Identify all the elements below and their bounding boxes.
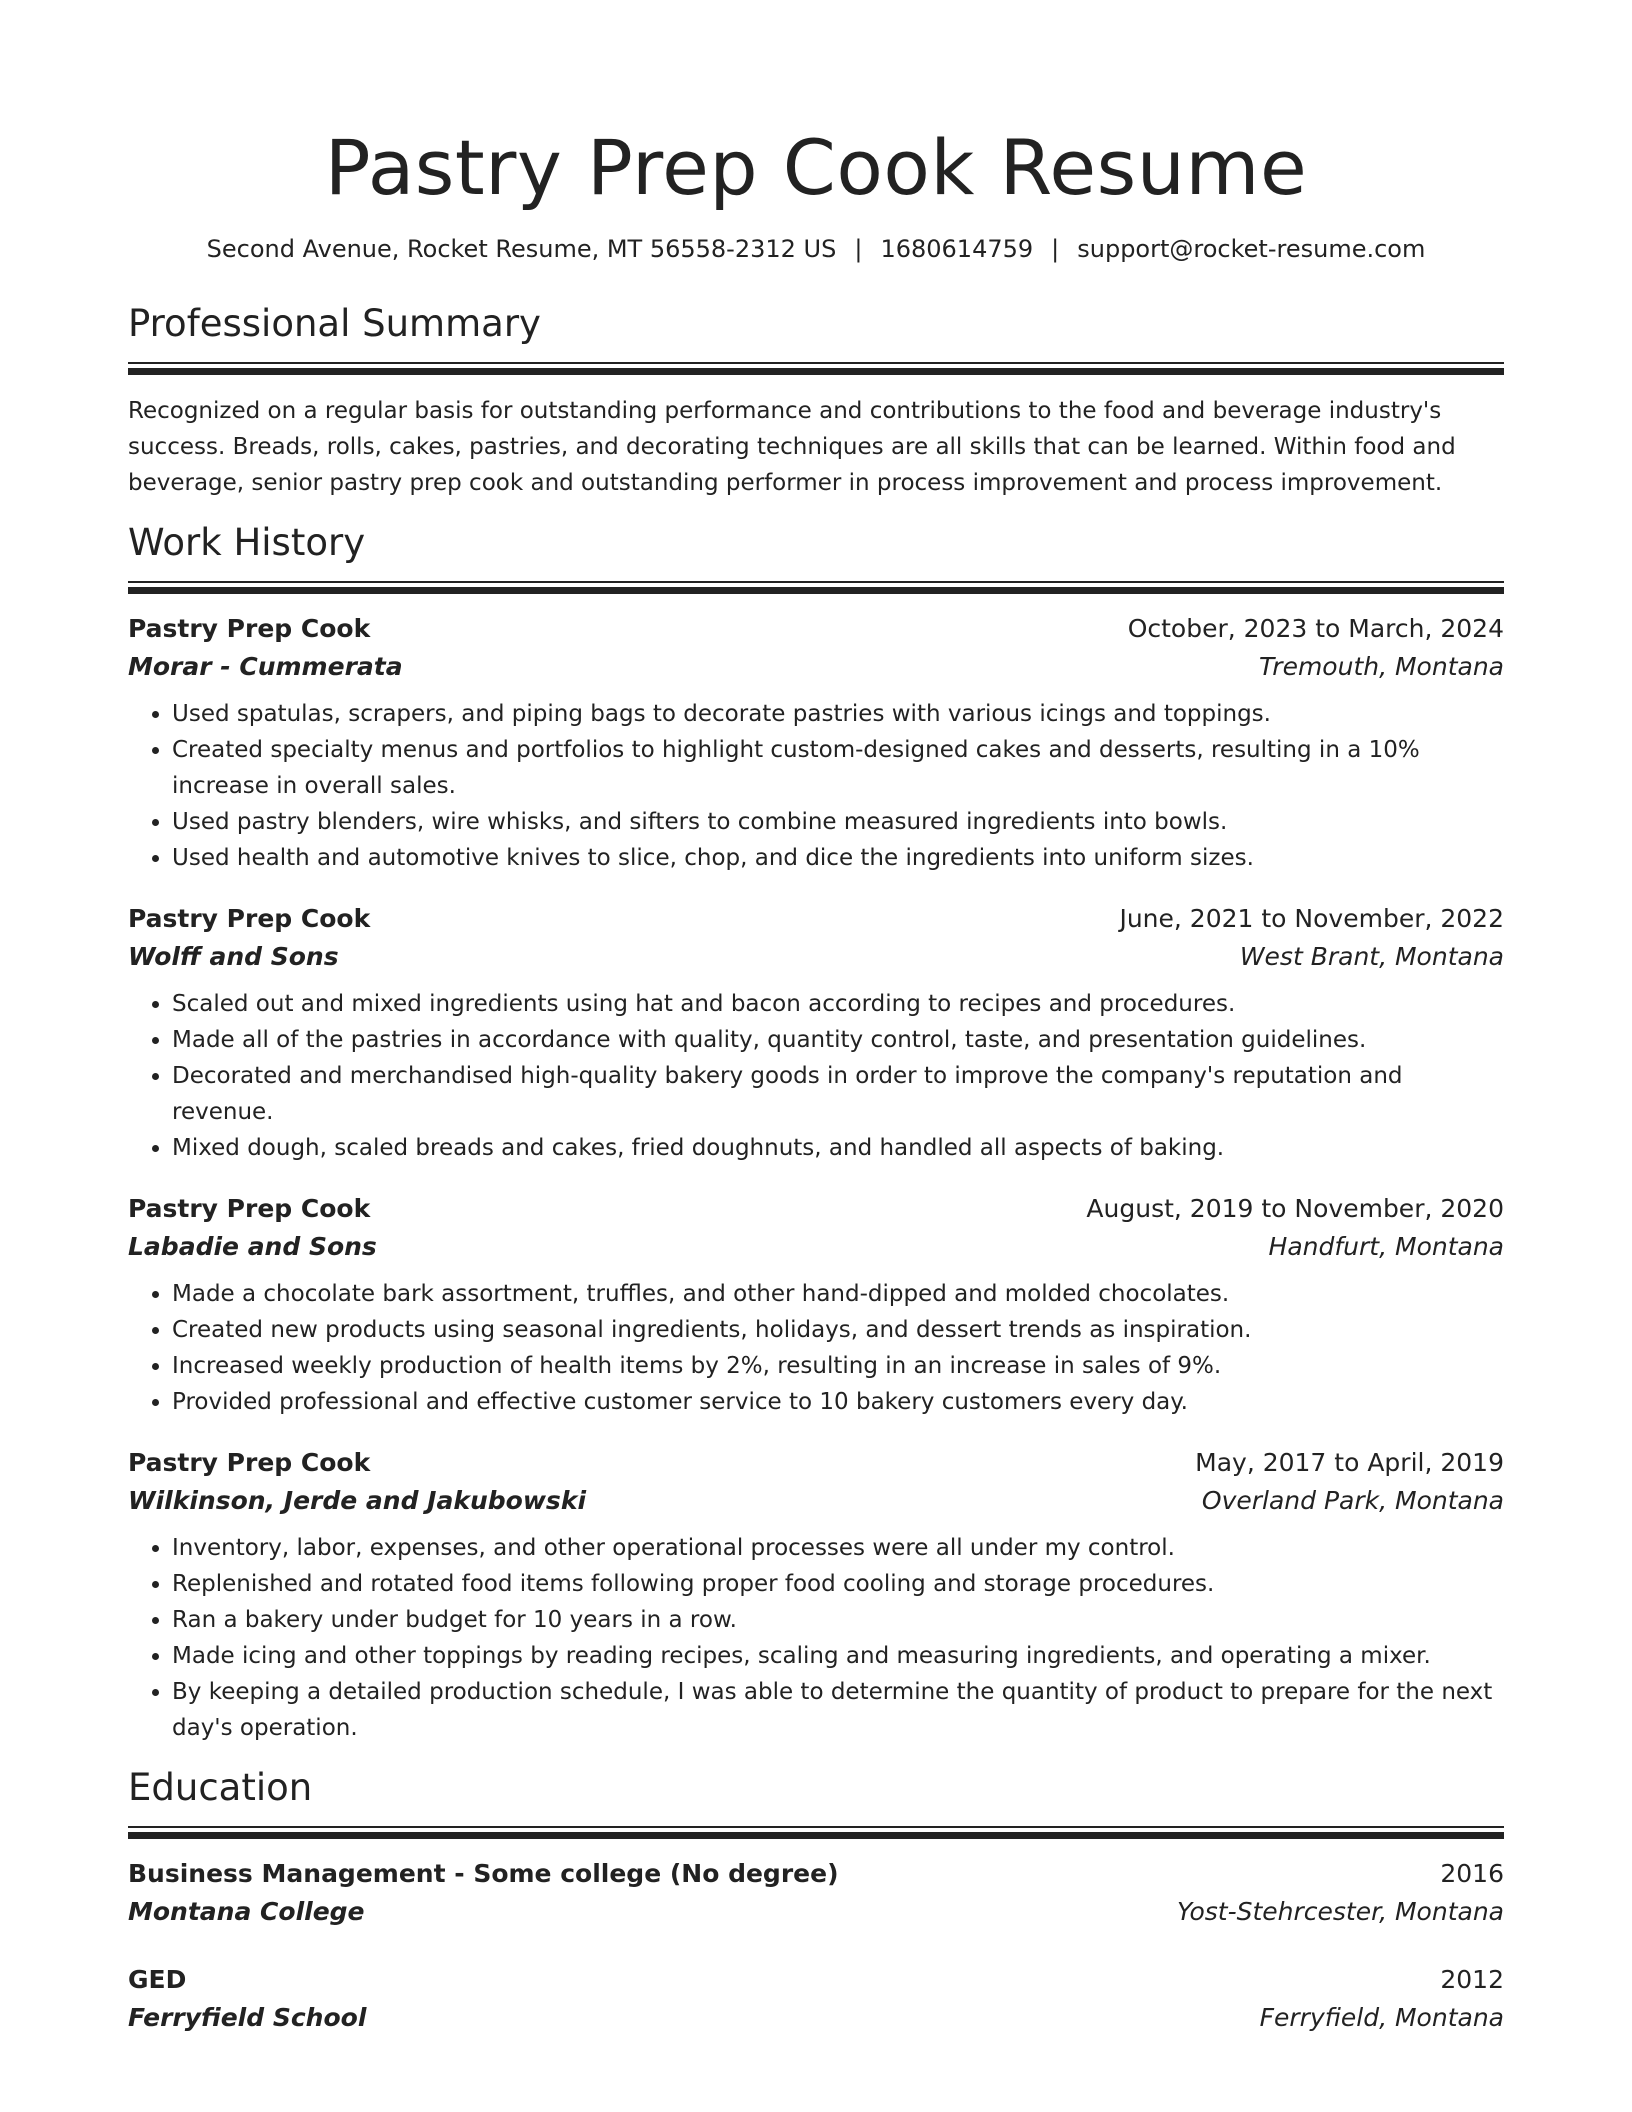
education-entry <box>128 1961 1504 2037</box>
job-dates: August, 2019 to November, 2020 <box>1086 1194 1504 1223</box>
job-bullet: • Used pastry blenders, wire whisks, and sifters to combine measured ingredients into bowls. <box>172 804 1504 840</box>
summary-section <box>128 300 1504 501</box>
job-bullet: • Increased weekly production of health items by 2%, resulting in an increase in sales of 9%. <box>172 1348 1504 1384</box>
section-divider <box>128 581 1504 594</box>
job-entry <box>128 900 1504 1166</box>
job-bullet: • Made all of the pastries in accordance with quality, quantity control, taste, and presentation guidelines. <box>172 1022 1504 1058</box>
work-history-section <box>128 519 1504 1746</box>
job-title: Pastry Prep Cook <box>128 904 371 933</box>
job-bullet: • Used spatulas, scrapers, and piping bags to decorate pastries with various icings and toppings. <box>172 696 1504 732</box>
job-bullet: • Used health and automotive knives to slice, chop, and dice the ingredients into uniform sizes. <box>172 840 1504 876</box>
job-bullet: • Replenished and rotated food items following proper food cooling and storage procedures. <box>172 1566 1504 1602</box>
resume-title: Pastry Prep Cook Resume <box>324 123 1308 212</box>
job-location: Overland Park, Montana <box>1201 1486 1504 1515</box>
job-dates: June, 2021 to November, 2022 <box>1119 904 1504 933</box>
education-school: Ferryfield School <box>128 2003 367 2032</box>
education-subheader <box>128 1893 1504 1931</box>
section-divider <box>128 1826 1504 1839</box>
email-link[interactable]: support@rocket-resume.com <box>1077 235 1426 263</box>
contact-separator: | <box>854 235 863 263</box>
education-location: Ferryfield, Montana <box>1259 2003 1504 2032</box>
job-bullet: • Provided professional and effective customer service to 10 bakery customers every day. <box>172 1384 1504 1420</box>
education-year: 2012 <box>1440 1965 1504 1994</box>
job-title: Pastry Prep Cook <box>128 1448 371 1477</box>
work-history-heading: Work History <box>128 521 366 564</box>
job-bullet: • Mixed dough, scaled breads and cakes, fried doughnuts, and handled all aspects of baking. <box>172 1130 1504 1166</box>
job-dates: May, 2017 to April, 2019 <box>1195 1448 1504 1477</box>
job-company: Wolff and Sons <box>128 942 339 971</box>
job-subheader <box>128 1482 1504 1520</box>
job-location: Tremouth, Montana <box>1258 652 1504 681</box>
summary-heading: Professional Summary <box>128 302 541 345</box>
job-bullet: • Made a chocolate bark assortment, truffles, and other hand-dipped and molded chocolates. <box>172 1276 1504 1312</box>
job-bullets <box>128 1276 1504 1420</box>
job-bullet: • Scaled out and mixed ingredients using hat and bacon according to recipes and procedures. <box>172 986 1504 1022</box>
job-location: Handfurt, Montana <box>1268 1232 1504 1261</box>
job-header <box>128 1444 1504 1482</box>
education-year: 2016 <box>1440 1859 1504 1888</box>
education-location: Yost-Stehrcester, Montana <box>1176 1897 1504 1926</box>
phone-text: 1680614759 <box>880 235 1034 263</box>
job-bullet: • Decorated and merchandised high-quality bakery goods in order to improve the company's reputation and revenue. <box>172 1058 1504 1130</box>
job-bullets <box>128 986 1504 1166</box>
education-subheader <box>128 1999 1504 2037</box>
job-dates: October, 2023 to March, 2024 <box>1127 614 1504 643</box>
job-subheader <box>128 648 1504 686</box>
job-bullet: • Made icing and other toppings by reading recipes, scaling and measuring ingredients, and operating a mixer. <box>172 1638 1504 1674</box>
education-degree: Business Management - Some college (No degree) <box>128 1859 839 1888</box>
contact-line <box>128 232 1504 266</box>
education-school: Montana College <box>128 1897 365 1926</box>
job-bullet: • By keeping a detailed production schedule, I was able to determine the quantity of product to prepare for the next day's operation. <box>172 1674 1504 1746</box>
education-degree: GED <box>128 1965 187 1994</box>
education-entry <box>128 1855 1504 1931</box>
job-subheader <box>128 938 1504 976</box>
job-bullets <box>128 1530 1504 1746</box>
job-bullet: • Ran a bakery under budget for 10 years in a row. <box>172 1602 1504 1638</box>
address-text: Second Avenue, Rocket Resume, MT 56558-2312 US <box>206 235 837 263</box>
contact-separator: | <box>1051 235 1060 263</box>
education-section <box>128 1764 1504 2037</box>
job-location: West Brant, Montana <box>1239 942 1504 971</box>
job-entry <box>128 1190 1504 1420</box>
education-header <box>128 1855 1504 1893</box>
job-title: Pastry Prep Cook <box>128 1194 371 1223</box>
job-company: Wilkinson, Jerde and Jakubowski <box>128 1486 587 1515</box>
job-header <box>128 900 1504 938</box>
job-header <box>128 610 1504 648</box>
education-heading: Education <box>128 1766 313 1809</box>
job-company: Morar - Cummerata <box>128 652 403 681</box>
job-header <box>128 1190 1504 1228</box>
job-entry <box>128 610 1504 876</box>
section-divider <box>128 362 1504 375</box>
job-bullet: • Created specialty menus and portfolios to highlight custom-designed cakes and desserts, resulting in a 10% increase in overall sales. <box>172 732 1504 804</box>
job-bullet: • Inventory, labor, expenses, and other operational processes were all under my control. <box>172 1530 1504 1566</box>
job-subheader <box>128 1228 1504 1266</box>
education-header <box>128 1961 1504 1999</box>
job-bullets <box>128 696 1504 876</box>
job-entry <box>128 1444 1504 1746</box>
job-title: Pastry Prep Cook <box>128 614 371 643</box>
summary-text: Recognized on a regular basis for outstanding performance and contributions to the food and beverage industry's success. Breads, rolls, cakes, pastries, and decorating techniques are all skills that can be learned. Within food and beverage, senior pastry prep cook and outstanding performer in process improvement and process improvement. <box>128 398 1456 496</box>
job-company: Labadie and Sons <box>128 1232 377 1261</box>
job-bullet: • Created new products using seasonal ingredients, holidays, and dessert trends as inspiration. <box>172 1312 1504 1348</box>
